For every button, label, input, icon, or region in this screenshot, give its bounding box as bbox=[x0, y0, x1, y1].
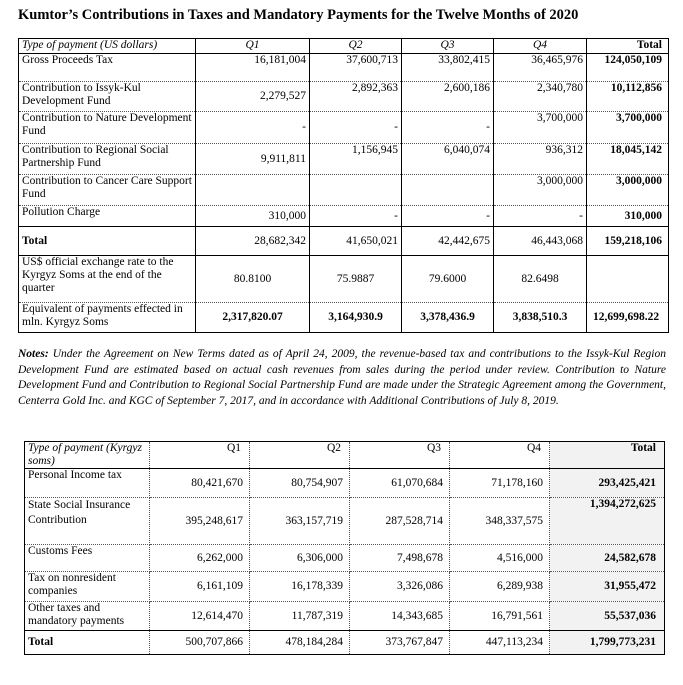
soms-payments-table bbox=[24, 441, 665, 655]
cell-q2: 478,184,284 bbox=[250, 631, 350, 655]
cell-q2: 3,164,930.9 bbox=[310, 303, 402, 333]
cell-q4: 4,516,000 bbox=[450, 545, 550, 572]
table-row bbox=[25, 572, 665, 602]
table-row bbox=[19, 82, 669, 112]
header-q1: Q1 bbox=[150, 442, 250, 469]
cell-total: 124,050,109 bbox=[587, 54, 669, 82]
cell-total: 31,955,472 bbox=[550, 572, 665, 602]
header-type-of-payment: Type of payment (US dollars) bbox=[19, 39, 196, 54]
cell-q4: 6,289,938 bbox=[450, 572, 550, 602]
cell-q1: 6,262,000 bbox=[150, 545, 250, 572]
table-row bbox=[19, 175, 669, 206]
cell-q4: 2,340,780 bbox=[494, 82, 587, 112]
header-q3: Q3 bbox=[350, 442, 450, 469]
cell-total: 10,112,856 bbox=[587, 82, 669, 112]
notes-text: Under the Agreement on New Terms dated as of April 24, 2009, the revenue-based tax and contributions to the Issyk-Kul Region Development Fund are estimated based on actual cash revenues from sales during the period under review. Contribution to Nature Development Fund and Contribution to Regional Social Partnership Fund are made under the Strategic Agreement among the Government, Centerra Gold Inc. and KGC of September 7, 2017, and in accordance with Additional Contributions of July 8, 2019. bbox=[18, 348, 666, 407]
equivalent-row bbox=[19, 303, 669, 333]
cell-q2: 6,306,000 bbox=[250, 545, 350, 572]
row-label: Customs Fees bbox=[25, 545, 150, 572]
cell-q1: 80,421,670 bbox=[150, 469, 250, 498]
cell-q4: 3,700,000 bbox=[494, 112, 587, 144]
cell-q1: 500,707,866 bbox=[150, 631, 250, 655]
header-total: Total bbox=[550, 442, 665, 469]
table-row bbox=[19, 206, 669, 227]
notes-paragraph bbox=[18, 347, 666, 409]
row-label: Personal Income tax bbox=[25, 469, 150, 498]
notes-label: Notes: bbox=[18, 348, 49, 360]
row-label: Other taxes and mandatory payments bbox=[25, 602, 150, 631]
row-label: Total bbox=[19, 227, 196, 256]
cell-q3 bbox=[402, 175, 494, 206]
cell-q3: 6,040,074 bbox=[402, 144, 494, 175]
cell-q4: 82.6498 bbox=[494, 256, 587, 303]
usd-payments-table bbox=[18, 38, 669, 333]
cell-q2: 41,650,021 bbox=[310, 227, 402, 256]
cell-total: 3,000,000 bbox=[587, 175, 669, 206]
cell-q3: 2,600,186 bbox=[402, 82, 494, 112]
row-label: Contribution to Cancer Care Support Fund bbox=[19, 175, 196, 206]
row-label: Pollution Charge bbox=[19, 206, 196, 227]
row-label: State Social Insurance Contribution bbox=[25, 498, 150, 545]
cell-q2: 1,156,945 bbox=[310, 144, 402, 175]
cell-q1: 2,317,820.07 bbox=[196, 303, 310, 333]
cell-q3: 3,378,436.9 bbox=[402, 303, 494, 333]
cell-q1: 12,614,470 bbox=[150, 602, 250, 631]
cell-q4: 447,113,234 bbox=[450, 631, 550, 655]
cell-total bbox=[587, 256, 669, 303]
row-label: US$ official exchange rate to the Kyrgyz Soms at the end of the quarter bbox=[19, 256, 196, 303]
table-row bbox=[25, 469, 665, 498]
cell-q4: - bbox=[494, 206, 587, 227]
cell-q4: 71,178,160 bbox=[450, 469, 550, 498]
cell-total: 310,000 bbox=[587, 206, 669, 227]
exchange-rate-row bbox=[19, 256, 669, 303]
cell-total: 3,700,000 bbox=[587, 112, 669, 144]
cell-q2: 80,754,907 bbox=[250, 469, 350, 498]
cell-q3: 61,070,684 bbox=[350, 469, 450, 498]
row-label: Total bbox=[25, 631, 150, 655]
cell-q3: 7,498,678 bbox=[350, 545, 450, 572]
header-q4: Q4 bbox=[450, 442, 550, 469]
cell-total: 12,699,698.22 bbox=[587, 303, 669, 333]
table-row bbox=[25, 498, 665, 545]
header-q2: Q2 bbox=[310, 39, 402, 54]
row-label: Tax on nonresident companies bbox=[25, 572, 150, 602]
row-label: Contribution to Regional Social Partnership Fund bbox=[19, 144, 196, 175]
table-row bbox=[25, 602, 665, 631]
cell-q1: 6,161,109 bbox=[150, 572, 250, 602]
cell-q4: 46,443,068 bbox=[494, 227, 587, 256]
cell-q3: 42,442,675 bbox=[402, 227, 494, 256]
cell-q4: 16,791,561 bbox=[450, 602, 550, 631]
cell-q1: 395,248,617 bbox=[150, 498, 250, 545]
row-label: Contribution to Nature Development Fund bbox=[19, 112, 196, 144]
cell-q2: 363,157,719 bbox=[250, 498, 350, 545]
header-type-of-payment: Type of payment (Kyrgyz soms) bbox=[25, 442, 150, 469]
cell-q2: 11,787,319 bbox=[250, 602, 350, 631]
cell-q1: 28,682,342 bbox=[196, 227, 310, 256]
cell-q1 bbox=[196, 175, 310, 206]
cell-q1: 2,279,527 bbox=[196, 82, 310, 112]
cell-q2: 2,892,363 bbox=[310, 82, 402, 112]
cell-q4: 3,838,510.3 bbox=[494, 303, 587, 333]
cell-q4: 936,312 bbox=[494, 144, 587, 175]
header-q3: Q3 bbox=[402, 39, 494, 54]
cell-total: 159,218,106 bbox=[587, 227, 669, 256]
cell-total: 1,394,272,625 bbox=[550, 498, 665, 545]
cell-q2: - bbox=[310, 206, 402, 227]
table-row bbox=[19, 54, 669, 82]
cell-q2: 37,600,713 bbox=[310, 54, 402, 82]
cell-q3: 3,326,086 bbox=[350, 572, 450, 602]
cell-q3: 79.6000 bbox=[402, 256, 494, 303]
header-q4: Q4 bbox=[494, 39, 587, 54]
row-label: Contribution to Issyk-Kul Development Fund bbox=[19, 82, 196, 112]
cell-q1: 16,181,004 bbox=[196, 54, 310, 82]
cell-total: 24,582,678 bbox=[550, 545, 665, 572]
cell-q2: 16,178,339 bbox=[250, 572, 350, 602]
cell-total: 18,045,142 bbox=[587, 144, 669, 175]
cell-q4: 36,465,976 bbox=[494, 54, 587, 82]
table-row bbox=[19, 144, 669, 175]
cell-total: 55,537,036 bbox=[550, 602, 665, 631]
row-label: Equivalent of payments effected in mln. Kyrgyz Soms bbox=[19, 303, 196, 333]
cell-q4: 3,000,000 bbox=[494, 175, 587, 206]
header-q1: Q1 bbox=[196, 39, 310, 54]
cell-q3: 287,528,714 bbox=[350, 498, 450, 545]
header-total: Total bbox=[587, 39, 669, 54]
table-row bbox=[19, 112, 669, 144]
cell-q1: 310,000 bbox=[196, 206, 310, 227]
cell-q1: 80.8100 bbox=[196, 256, 310, 303]
cell-q2: - bbox=[310, 112, 402, 144]
row-label: Gross Proceeds Tax bbox=[19, 54, 196, 82]
header-q2: Q2 bbox=[250, 442, 350, 469]
page-title: Kumtor’s Contributions in Taxes and Mandatory Payments for the Twelve Months of 2020 bbox=[18, 7, 579, 23]
cell-q3: - bbox=[402, 112, 494, 144]
cell-q3: 373,767,847 bbox=[350, 631, 450, 655]
cell-q3: - bbox=[402, 206, 494, 227]
table-row bbox=[25, 545, 665, 572]
total-row bbox=[25, 631, 665, 655]
cell-q3: 33,802,415 bbox=[402, 54, 494, 82]
cell-q1: 9,911,811 bbox=[196, 144, 310, 175]
cell-q4: 348,337,575 bbox=[450, 498, 550, 545]
cell-total: 1,799,773,231 bbox=[550, 631, 665, 655]
cell-total: 293,425,421 bbox=[550, 469, 665, 498]
cell-q1: - bbox=[196, 112, 310, 144]
cell-q2: 75.9887 bbox=[310, 256, 402, 303]
cell-q3: 14,343,685 bbox=[350, 602, 450, 631]
total-row bbox=[19, 227, 669, 256]
cell-q2 bbox=[310, 175, 402, 206]
